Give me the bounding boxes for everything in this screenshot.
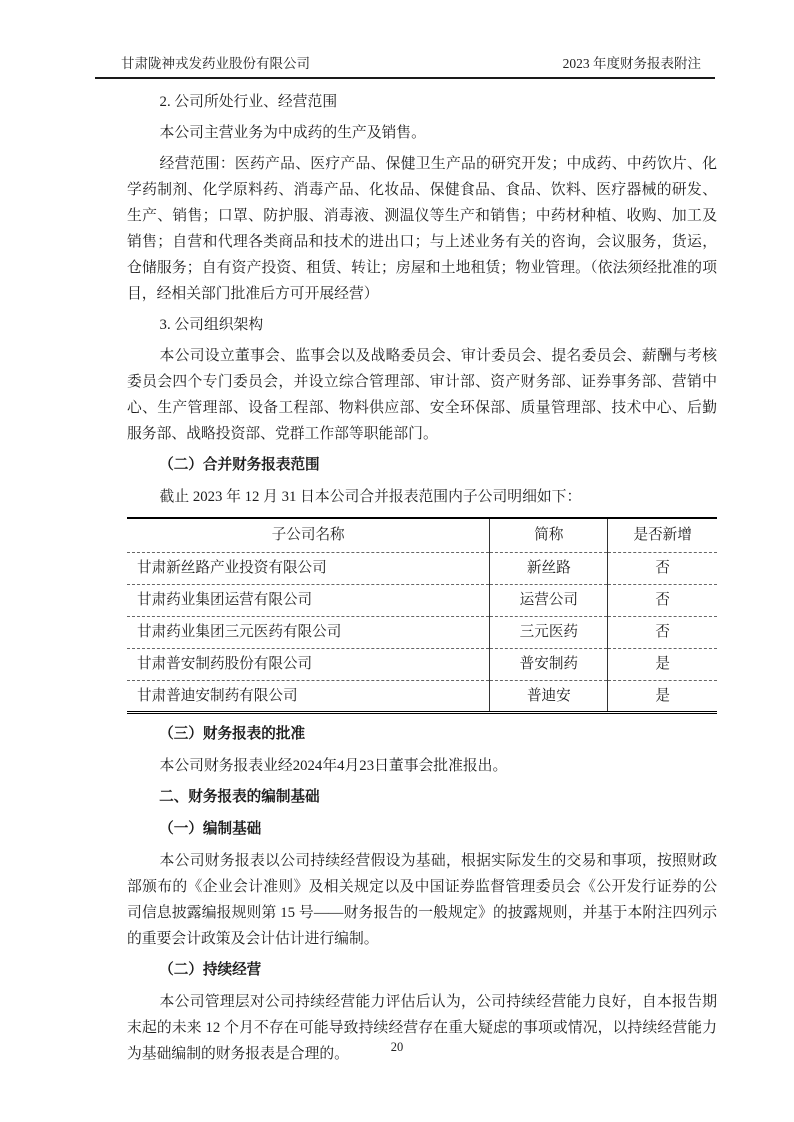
paragraph-business-scope: 经营范围：医药产品、医疗产品、保健卫生产品的研究开发；中成药、中药饮片、化学药制剂、化学原料药、消毒产品、化妆品、保健食品、食品、饮料、医疗器械的研发、生产、销售；口罩、防护服、消毒液、测温仪等生产和销售；中药材种植、收购、加工及销售；自营和代理各类商品和技术的进出口；与上述业务有关的咨询，会议服务，货运，仓储服务；自有资产投资、租赁、转让；房屋和土地租赁；物业管理。（依法须经批准的项目，经相关部门批准后方可开展经营） [127, 156, 717, 302]
cell-short-name: 普迪安 [490, 680, 608, 712]
paragraph-main-business: 本公司主营业务为中成药的生产及销售。 [159, 125, 426, 141]
heading-org-structure: 3. 公司组织架构 [159, 317, 264, 333]
column-header-short-name: 简称 [490, 518, 608, 552]
cell-short-name: 三元医药 [490, 616, 608, 648]
cell-subsidiary-name: 甘肃药业集团运营有限公司 [127, 584, 490, 616]
table-header-row [127, 518, 717, 552]
cell-newly-added: 否 [608, 552, 717, 584]
page-header [95, 52, 715, 79]
cell-newly-added: 是 [608, 648, 717, 680]
header-doc-title: 2023 年度财务报表附注 [562, 56, 701, 71]
table-row [127, 648, 717, 680]
cell-subsidiary-name: 甘肃普迪安制药有限公司 [127, 680, 490, 712]
cell-short-name: 新丝路 [490, 552, 608, 584]
cell-short-name: 普安制药 [490, 648, 608, 680]
table-row [127, 680, 717, 712]
heading-preparation-basis-main: 二、财务报表的编制基础 [159, 788, 320, 805]
paragraph-statement-approval: 本公司财务报表业经2024年4月23日董事会批准报出。 [159, 757, 508, 774]
paragraph-consolidation-intro: 截止 2023 年 12 月 31 日本公司合并报表范围内子公司明细如下： [159, 489, 582, 505]
column-header-subsidiary-name: 子公司名称 [271, 527, 345, 544]
cell-subsidiary-name: 甘肃新丝路产业投资有限公司 [127, 552, 490, 584]
heading-industry-scope: 2. 公司所处行业、经营范围 [159, 94, 338, 110]
heading-statement-approval: （三）财务报表的批准 [159, 725, 306, 742]
cell-newly-added: 是 [608, 680, 717, 712]
cell-newly-added: 否 [608, 584, 717, 616]
paragraph-org-structure: 本公司设立董事会、监事会以及战略委员会、审计委员会、提名委员会、薪酬与考核委员会四个专门委员会，并设立综合管理部、审计部、资产财务部、证券事务部、营销中心、生产管理部、设备工程部、物料供应部、安全环保部、质量管理部、技术中心、后勤服务部、战略投资部、党群工作部等职能部门。 [127, 348, 717, 442]
cell-short-name: 运营公司 [490, 584, 608, 616]
cell-newly-added: 否 [608, 616, 717, 648]
paragraph-preparation-basis: 本公司财务报表以公司持续经营假设为基础，根据实际发生的交易和事项，按照财政部颁布的《企业会计准则》及相关规定以及中国证券监督管理委员会《公开发行证券的公司信息披露编报规则第 15 号——财务报告的一般规定》的披露规则，并基于本附注四列示的重要会计政策及会计估计进行编制。 [127, 852, 717, 947]
cell-subsidiary-name: 甘肃药业集团三元医药有限公司 [127, 616, 490, 648]
page-number: 20 [390, 1040, 404, 1054]
table-row [127, 616, 717, 648]
header-company-name: 甘肃陇神戎发药业股份有限公司 [121, 56, 310, 71]
paragraph-going-concern: 本公司管理层对公司持续经营能力评估后认为，公司持续经营能力良好，自本报告期末起的未来 12 个月不存在可能导致持续经营存在重大疑虑的事项或情况，以持续经营能力为基础编制的财务报表是合理的。 [127, 993, 717, 1062]
subsidiaries-table [127, 517, 717, 714]
heading-preparation-basis: （一）编制基础 [159, 820, 262, 837]
column-header-newly-added: 是否新增 [608, 518, 717, 552]
cell-subsidiary-name: 甘肃普安制药股份有限公司 [127, 648, 490, 680]
heading-going-concern: （二）持续经营 [159, 961, 262, 978]
table-row [127, 552, 717, 584]
heading-consolidation-scope: （二）合并财务报表范围 [159, 457, 320, 473]
document-body [127, 88, 717, 1072]
table-row [127, 584, 717, 616]
